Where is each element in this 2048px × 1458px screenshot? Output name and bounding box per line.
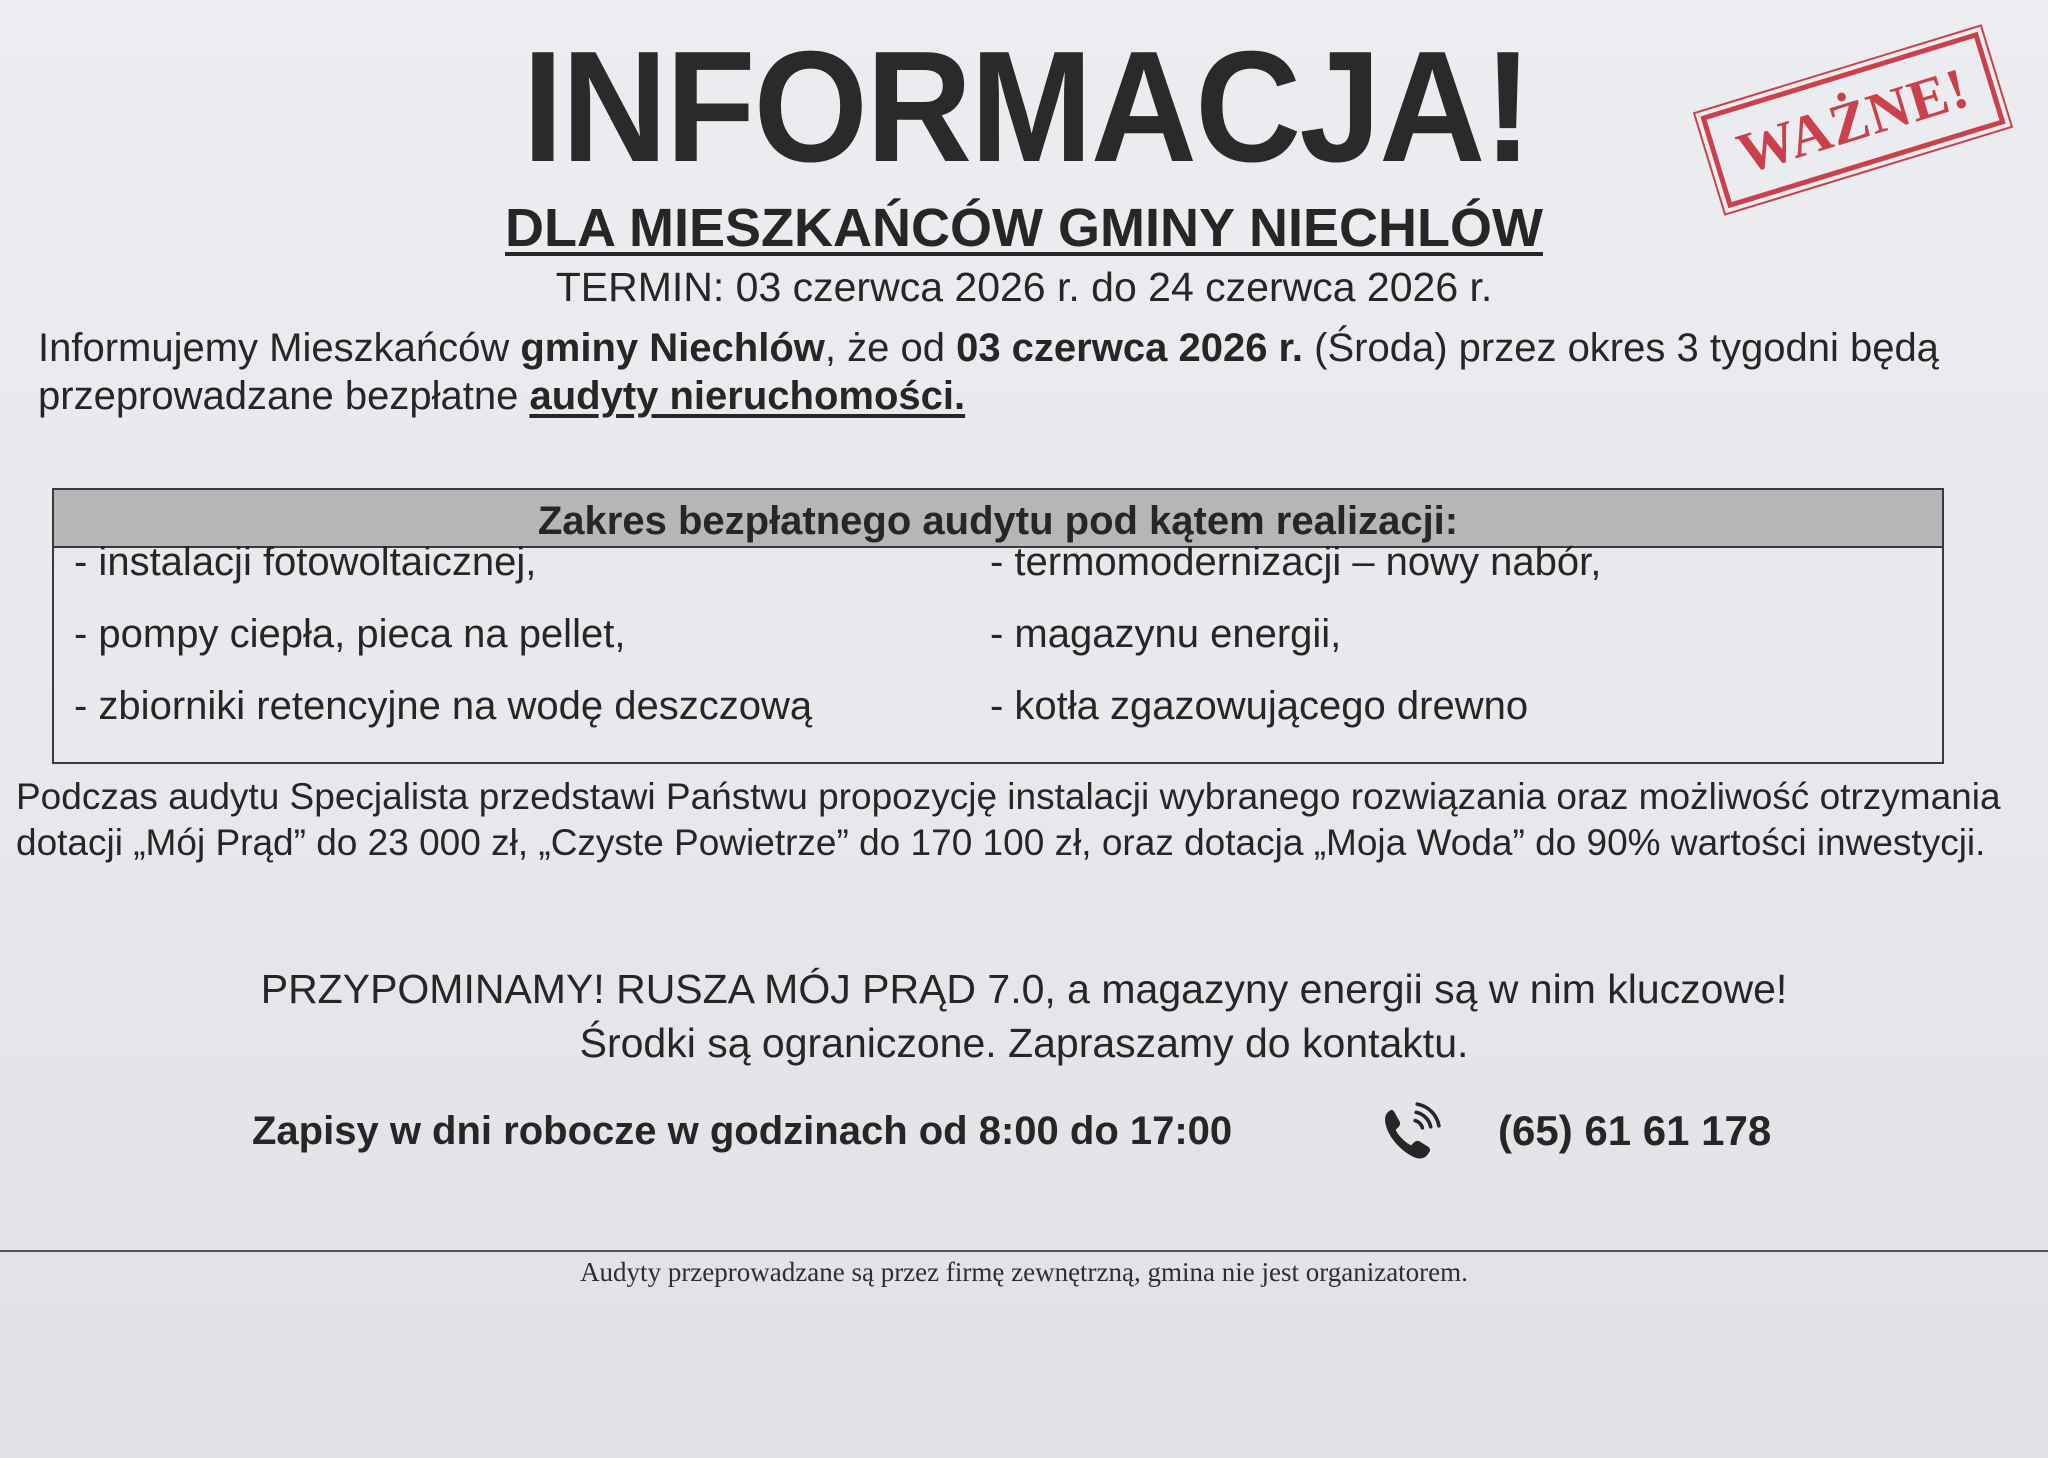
intro-text-3: (Środa) przez okres 3 tygodni będą przeprowadzane bezpłatne — [38, 326, 1939, 418]
signup-hours: Zapisy w dni robocze w godzinach od 8:00 do 17:00 — [252, 1109, 1233, 1153]
intro-underlined-audits: audyty nieruchomości. — [529, 374, 966, 418]
audit-scope-header: Zakres bezpłatnego audytu pod kątem realizacji: — [54, 490, 1942, 548]
reminder-line-2: Środki są ograniczone. Zapraszamy do kontaktu. — [579, 1020, 1469, 1066]
term-dates: TERMIN: 03 czerwca 2026 r. do 24 czerwca 2026 r. — [555, 264, 1493, 310]
footer-disclaimer: Audyty przeprowadzane są przez firmę zewnętrzną, gmina nie jest organizatorem. — [580, 1257, 1468, 1287]
reminder-block — [0, 962, 2048, 1070]
scope-item-left: - instalacji fotowoltaicznej, — [74, 540, 537, 584]
intro-paragraph — [38, 324, 2018, 420]
subtitle-text: DLA MIESZKAŃCÓW GMINY NIECHLÓW — [505, 198, 1543, 258]
subsidy-paragraph: Podczas audytu Specjalista przedstawi Państwu propozycję instalacji wybranego rozwiązania oraz możliwość otrzymania dotacji „Mój Prąd” do 23 000 zł, „Czyste Powietrze” do 170 100 zł, oraz dotacja „Moja Woda” do 90% wartości inwestycji. — [16, 776, 2001, 863]
scope-item-left: - pompy ciepła, pieca na pellet, — [74, 612, 626, 656]
reminder-line-1: PRZYPOMINAMY! RUSZA MÓJ PRĄD 7.0, a magazyny energii są w nim kluczowe! — [260, 966, 1788, 1012]
scope-item-right: - kotła zgazowującego drewno — [990, 684, 1529, 728]
flyer-subtitle — [0, 196, 2048, 260]
scope-item-right: - magazynu energii, — [990, 612, 1342, 656]
important-stamp: WAŻNE! — [1700, 32, 2005, 209]
intro-bold-commune: gminy Niechlów — [520, 326, 825, 370]
phone-icon — [1376, 1100, 1442, 1166]
flyer-title: INFORMACJA! — [522, 19, 1531, 195]
intro-text-2: , że od — [824, 326, 957, 370]
phone-number: (65) 61 61 178 — [1498, 1107, 1772, 1154]
intro-text-1: Informujemy Mieszkańców — [38, 326, 521, 370]
scope-item-right: - termomodernizacji – nowy nabór, — [990, 540, 1602, 584]
footer-divider — [0, 1250, 2048, 1252]
intro-bold-date: 03 czerwca 2026 r. — [956, 326, 1304, 370]
scope-item-left: - zbiorniki retencyjne na wodę deszczową — [74, 684, 813, 728]
audit-scope-box — [52, 488, 1944, 764]
